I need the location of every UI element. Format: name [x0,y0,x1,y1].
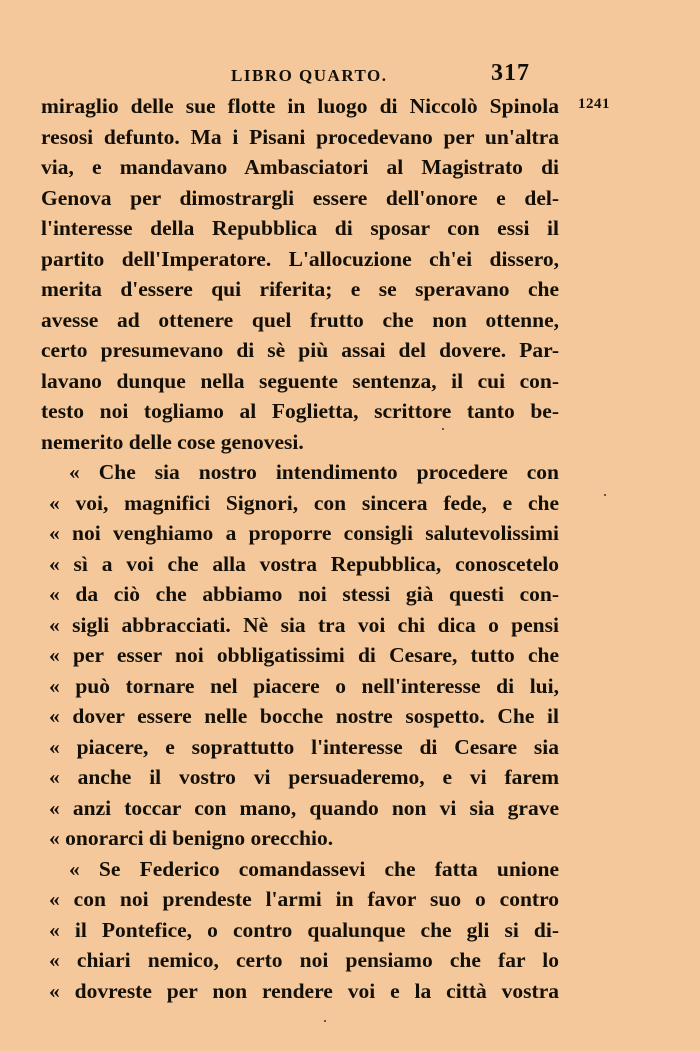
text-line: « sì a voi che alla vostra Repubblica, conoscetelo [49,551,559,576]
text-line: « piacere, e soprattutto l'interesse di Cesare sia [49,734,559,759]
text-line: « Se Federico comandassevi che fatta unione [69,856,559,881]
text-line: lavano dunque nella seguente sentenza, il cui con- [41,368,559,393]
text-line: « per esser noi obbligatissimi di Cesare, tutto che [49,643,559,667]
text-line: « onorarci di benigno orecchio. [49,826,334,850]
text-line: « con noi prendeste l'armi in favor suo o contro [49,887,559,911]
body-text [41,91,559,1006]
text-line: l'interesse della Repubblica di sposar con essi il [41,216,559,240]
text-line: « voi, magnifici Signori, con sincera fede, e che [49,490,559,515]
text-line: « anzi toccar con mano, quando non vi sia grave [49,795,559,820]
text-line: testo noi togliamo al Foglietta, scrittore tanto be- [41,399,559,423]
margin-year-note: 1241 [578,96,610,112]
text-line: « può tornare nel piacere o nell'interesse di lui, [49,673,559,698]
text-line: « dover essere nelle bocche nostre sospetto. Che il [49,704,559,728]
text-line: Genova per dimostrargli essere dell'onore e del- [41,185,559,210]
text-line: merita d'essere qui riferita; e se speravano che [41,277,559,301]
ink-speck [604,494,606,496]
text-line: « da ciò che abbiamo noi stessi già questi con- [49,582,559,606]
text-line: miraglio delle sue flotte in luogo di Niccolò Spinola [41,94,559,118]
running-head [41,62,559,90]
text-line: « anche il vostro vi persuaderemo, e vi farem [49,765,559,789]
text-line: « sigli abbracciati. Nè sia tra voi chi dica o pensi [49,612,559,637]
ink-speck [324,1020,326,1022]
text-line: « il Pontefice, o contro qualunque che gli si di- [49,917,559,942]
text-line: « noi venghiamo a proporre consigli salutevolissimi [49,521,559,545]
text-line: nemerito delle cose genovesi. [41,429,304,454]
text-line: partito dell'Imperatore. L'allocuzione ch'ei dissero, [41,246,559,271]
text-line: avesse ad ottenere quel frutto che non ottenne, [41,307,559,332]
text-line: « chiari nemico, certo noi pensiamo che far lo [49,948,559,972]
ink-speck [442,428,444,430]
text-line: resosi defunto. Ma i Pisani procedevano per un'altra [41,124,559,149]
text-line: via, e mandavano Ambasciatori al Magistrato di [41,155,559,179]
text-line: certo presumevano di sè più assai del dovere. Par- [41,338,559,362]
text-line: « Che sia nostro intendimento procedere con [69,460,559,484]
text-line: « dovreste per non rendere voi e la città vostra [49,978,559,1003]
chapter-title: LIBRO QUARTO. [231,66,388,85]
page-number: 317 [491,60,530,86]
